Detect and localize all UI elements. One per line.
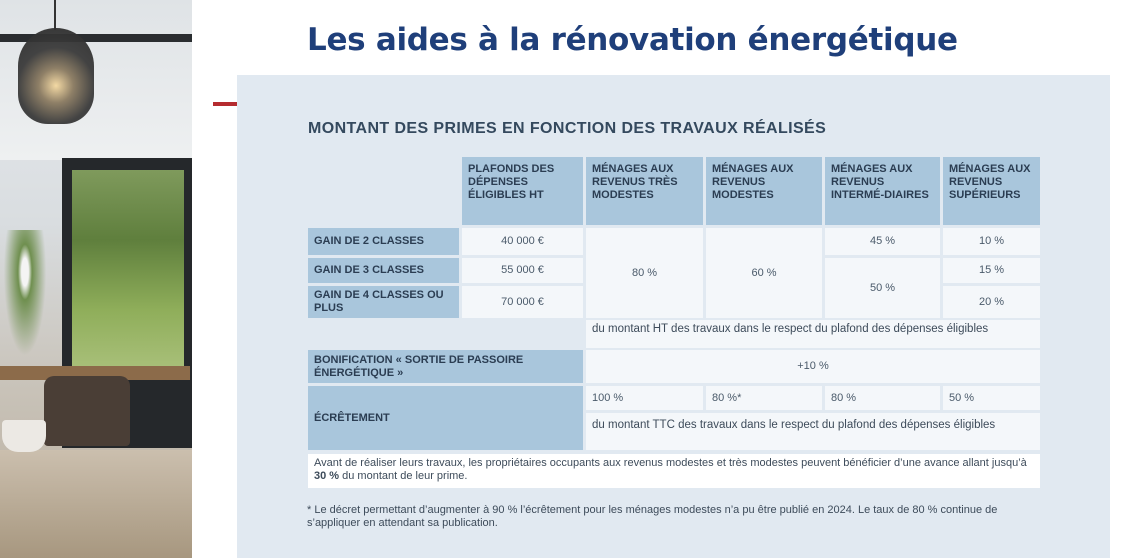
orchid-plant bbox=[0, 230, 50, 370]
avance-note: Avant de réaliser leurs travaux, les propriétaires occupants aux revenus modestes et très modestes peuvent bénéficier d’une avance allant jusqu’à 30 % du montant de leur prime. bbox=[308, 454, 1040, 488]
ecretement-superieurs: 50 % bbox=[943, 386, 1040, 410]
bonification-value: +10 % bbox=[586, 350, 1040, 383]
ecretement-modestes: 80 %* bbox=[706, 386, 822, 410]
row-label-gain-4: GAIN DE 4 CLASSES OU PLUS bbox=[308, 286, 459, 318]
ecretement-label: ÉCRÊTEMENT bbox=[308, 386, 583, 450]
header-superieurs: MÉNAGES AUX REVENUS SUPÉRIEURS bbox=[943, 157, 1040, 225]
bonification-label: BONIFICATION « SORTIE DE PASSOIRE ÉNERGÉTIQUE » bbox=[308, 350, 583, 383]
pendant-lamp-icon bbox=[18, 28, 94, 124]
rate-modestes: 60 % bbox=[706, 228, 822, 318]
ecretement-tres-modestes: 100 % bbox=[586, 386, 703, 410]
plafond-gain-2: 40 000 € bbox=[462, 228, 583, 255]
rate-intermediaires-gain-2: 45 % bbox=[825, 228, 940, 255]
montant-ht-note: du montant HT des travaux dans le respect du plafond des dépenses éligibles bbox=[586, 320, 1040, 348]
row-label-gain-2: GAIN DE 2 CLASSES bbox=[308, 228, 459, 255]
montant-ttc-note: du montant TTC des travaux dans le respect du plafond des dépenses éligibles bbox=[586, 413, 1040, 450]
page-title: Les aides à la rénovation énergétique bbox=[307, 22, 958, 58]
plafond-gain-3: 55 000 € bbox=[462, 258, 583, 283]
rate-tres-modestes: 80 % bbox=[586, 228, 703, 318]
rate-intermediaires-gain-3-4: 50 % bbox=[825, 258, 940, 318]
header-intermediaires: MÉNAGES AUX REVENUS INTERMÉ-DIAIRES bbox=[825, 157, 940, 225]
plafond-gain-4: 70 000 € bbox=[462, 286, 583, 318]
garden-view bbox=[72, 170, 184, 370]
header-plafonds: PLAFONDS DES DÉPENSES ÉLIGIBLES HT bbox=[462, 157, 583, 225]
row-label-gain-3: GAIN DE 3 CLASSES bbox=[308, 258, 459, 283]
rate-superieurs-gain-3: 15 % bbox=[943, 258, 1040, 283]
accent-dash bbox=[213, 102, 237, 106]
rate-superieurs-gain-2: 10 % bbox=[943, 228, 1040, 255]
rate-superieurs-gain-4: 20 % bbox=[943, 286, 1040, 318]
footnote: * Le décret permettant d’augmenter à 90 % l’écrêtement pour les ménages modestes n’a pu être publié en 2024. Le taux de 80 % continue de s’appliquer en attendant sa publication. bbox=[307, 504, 998, 529]
plant-pot bbox=[2, 420, 46, 452]
header-modestes: MÉNAGES AUX REVENUS MODESTES bbox=[706, 157, 822, 225]
section-subtitle: MONTANT DES PRIMES EN FONCTION DES TRAVAUX RÉALISÉS bbox=[308, 120, 827, 137]
ecretement-intermediaires: 80 % bbox=[825, 386, 940, 410]
header-tres-modestes: MÉNAGES AUX REVENUS TRÈS MODESTES bbox=[586, 157, 703, 225]
interior-photo bbox=[0, 0, 192, 558]
dining-chair bbox=[44, 376, 130, 446]
